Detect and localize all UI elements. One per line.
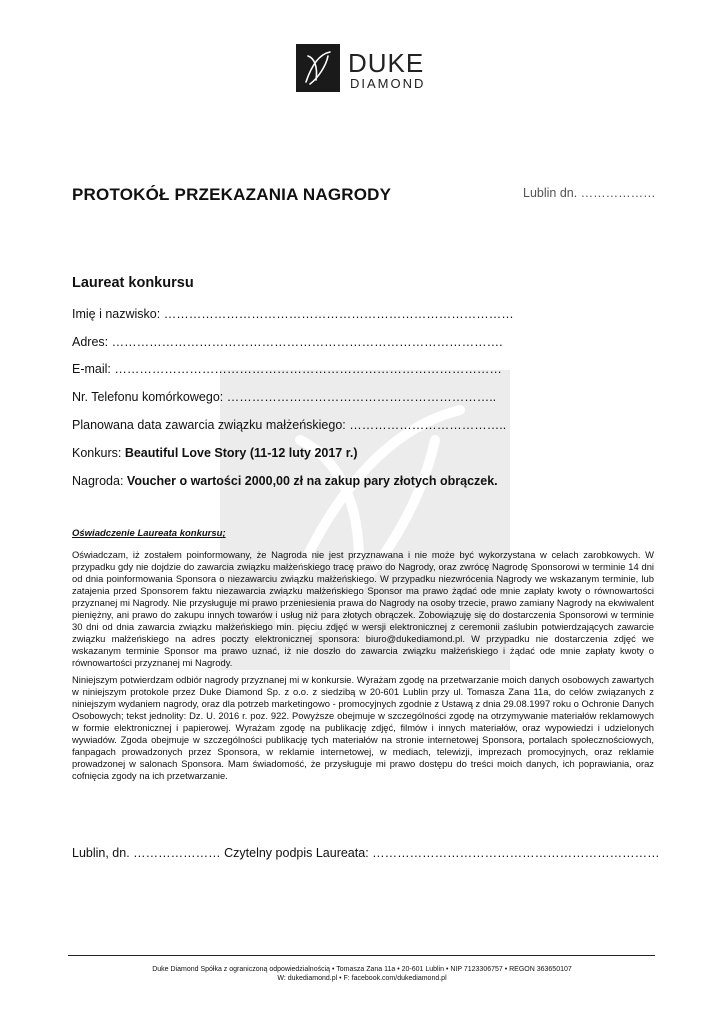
logo-text-duke: DUKE — [348, 48, 425, 78]
contest-field — [72, 446, 358, 460]
prize-value: Voucher o wartości 2000,00 zł na zakup pary złotych obrączek. — [126, 474, 498, 488]
company-logo — [296, 44, 436, 100]
contest-label: Konkurs: — [72, 446, 125, 460]
address-field: Adres: …………………………………………………………………………………. — [72, 335, 503, 349]
contest-value: Beautiful Love Story (11-12 luty 2017 r.) — [124, 446, 358, 460]
section-title: Laureat konkursu — [72, 275, 194, 291]
signature-line: Lublin, dn. ………………… Czytelny podpis Laureata: …………………………………………………………… — [72, 846, 660, 860]
logo-text-diamond: DIAMOND — [350, 76, 426, 91]
footer-divider — [68, 955, 655, 956]
wedding-date-field: Planowana data zawarcia związku małżeńskiego: ……………………………….. — [72, 418, 507, 432]
email-field: E-mail: ………………………………………………………………………………… — [72, 362, 502, 376]
name-field: Imię i nazwisko: ………………………………………………………………………… — [72, 307, 514, 321]
footer-web-links: W: dukediamond.pl • F: facebook.com/dukediamond.pl — [277, 975, 447, 982]
statement-paragraph-2: Niniejszym potwierdzam odbiór nagrody przyznanej mi w konkursie. Wyrażam zgodę na przetwarzanie moich danych osobowych zawartych w niniejszym protokole przez Duke Diamond Sp. z o.o. z siedzibą w 20-601 Lublin przy ul. Tomasza Zana 11a, do celów związanych z niniejszym wydaniem nagrody, oraz dla potrzeb marketingowo - promocyjnych zgodnie z Ustawą z dnia 29.08.1997 roku o Ochronie Danych Osobowych; tekst jednolity: Dz. U. 2016 r. poz. 922. Powyższe obejmuje w szczególności zgodę na otrzymywanie materiałów reklamowych w formie elektronicznej i papierowej. Wyrażam zgodę na publikację zdjęć, filmów i innych materiałów, oraz wypowiedzi i udzielonych wywiadów. Zgoda obejmuje w szczególności publikację tych materiałów na stronie internetowej Sponsora, portalach społecznościowych, fanpagach prowadzonych przez Sponsora, w reklamie internetowej, w mediach, telewizji, imprezach promocyjnych, oraz reklamie prowadzonej w salonach Sponsora. Mam świadomość, że przysługuje mi prawo dostępu do treści moich danych, ich poprawiania, oraz cofnięcia zgody na ich przetwarzanie. — [72, 674, 654, 781]
footer-company-info: Duke Diamond Spółka z ograniczoną odpowiedzialnością • Tomasza Zana 11a • 20-601 Lublin • NIP 7123306757 • REGON 363650107 — [152, 966, 572, 973]
logo-mark-icon — [296, 44, 340, 92]
prize-label: Nagroda: — [72, 474, 127, 488]
phone-field: Nr. Telefonu komórkowego: ……………………………………………………….. — [72, 390, 497, 404]
statement-paragraph-1: Oświadczam, iż zostałem poinformowany, że Nagroda nie jest przyznawana i nie może być wykorzystana w celach zarobkowych. W przypadku gdy nie dojdzie do zawarcia związku małżeńskiego tracę prawo do Nagrody, oraz zwrócę Nagrodę Sponsorowi w terminie 14 dni od dnia poinformowania Sponsora o niezawarciu związku małżeńskiego. W przypadku niezwrócenia Nagrody we wskazanym terminie, lub zatajenia przed Sponsorem faktu niezawarcia związku małżeńskiego Sponsor ma prawo żądać ode mnie zapłaty kwoty o równowartości przyznanej mi Nagrody. Nie przysługuje mi prawo przeniesienia prawa do Nagrody na osoby trzecie, prawo zamiany Nagrody na ekwiwalent pieniężny, ani prawo do zakupu innych towarów i usług niż para złotych obrączek. Zobowiązuję się do dostarczenia Sponsorowi w terminie 30 dni od dnia zawarcia związku małżeńskiego min. pięciu zdjęć w wersji elektronicznej z ceremonii zaślubin potwierdzających zawarcie związku małżeńskiego na adres poczty elektronicznej sponsora: biuro@dukediamond.pl. W przypadku nie dostarczenia zdjęć we wskazanym terminie Sponsor ma prawo uznać, iż nie doszło do zawarcia związku małżeńskiego i żądać ode mnie zapłaty kwoty o równowartości przyznanej mi Nagrody. — [72, 549, 654, 668]
document-title: PROTOKÓŁ PRZEKAZANIA NAGRODY — [72, 185, 392, 204]
statement-title: Oświadczenie Laureata konkursu; — [72, 528, 226, 539]
city-date-field: Lublin dn. ……………… — [523, 186, 656, 200]
prize-field — [72, 474, 498, 488]
